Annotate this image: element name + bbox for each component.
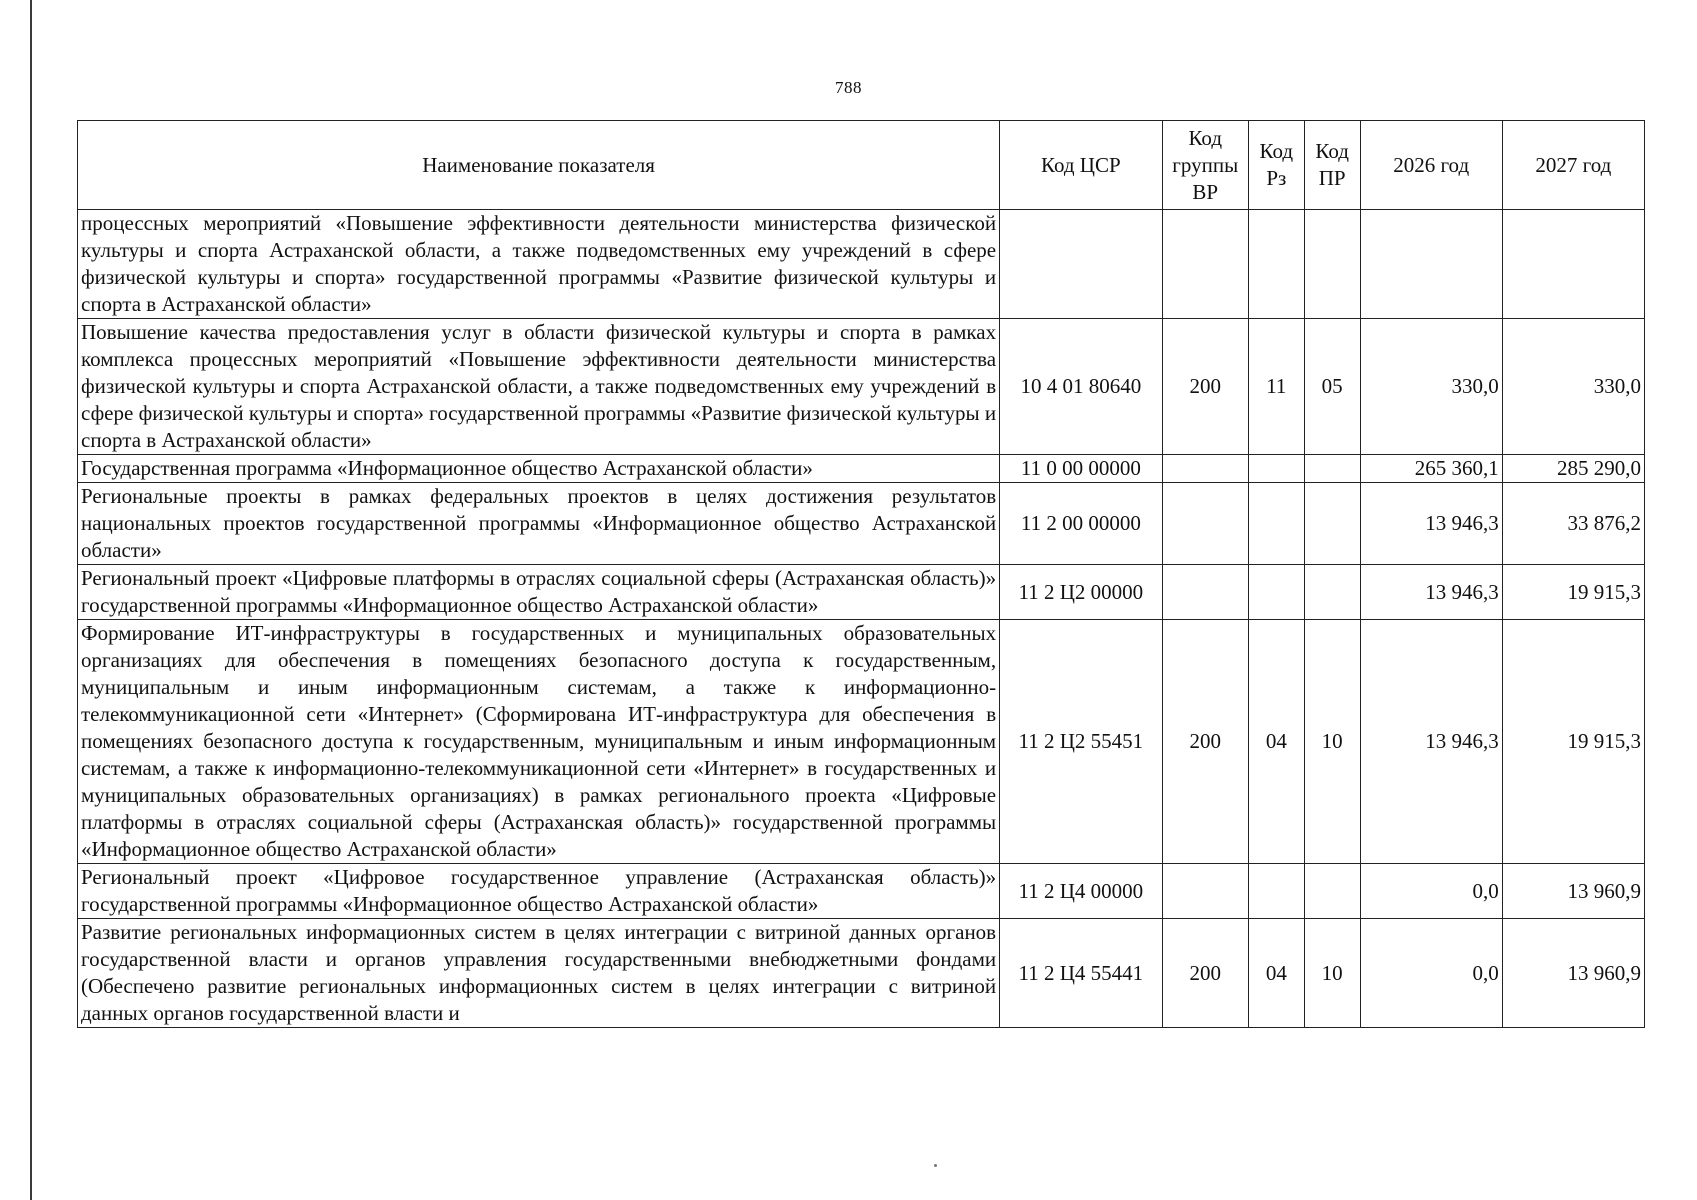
row-2026: 13 946,3 — [1360, 565, 1502, 620]
row-pr: 05 — [1304, 319, 1360, 455]
row-2026: 0,0 — [1360, 864, 1502, 919]
row-pr: 10 — [1304, 620, 1360, 864]
row-csr: 11 2 Ц4 55441 — [1000, 919, 1162, 1028]
scan-speck — [934, 1164, 937, 1167]
table-row — [78, 565, 1645, 620]
row-rz — [1248, 864, 1304, 919]
row-rz: 04 — [1248, 620, 1304, 864]
row-vr: 200 — [1162, 919, 1248, 1028]
row-pr — [1304, 483, 1360, 565]
row-rz — [1248, 483, 1304, 565]
row-csr: 11 2 Ц2 00000 — [1000, 565, 1162, 620]
table-row — [78, 919, 1645, 1028]
row-2026: 265 360,1 — [1360, 455, 1502, 483]
row-2027: 19 915,3 — [1502, 565, 1644, 620]
row-name: процессных мероприятий «Повышение эффективности деятельности министерства физической культуры и спорта Астраханской области, а также подведомственных ему учреждений в сфере физической культуры и спорта» государственной программы «Развитие физической культуры и спорта в Астраханской области» — [78, 210, 1000, 319]
header-rz: Код Рз — [1248, 121, 1304, 210]
row-rz: 04 — [1248, 919, 1304, 1028]
row-pr — [1304, 864, 1360, 919]
row-2027 — [1502, 210, 1644, 319]
table-body — [78, 210, 1645, 1028]
row-2027: 330,0 — [1502, 319, 1644, 455]
row-csr: 10 4 01 80640 — [1000, 319, 1162, 455]
table-row — [78, 319, 1645, 455]
row-name: Государственная программа «Информационное общество Астраханской области» — [78, 455, 1000, 483]
row-2026: 330,0 — [1360, 319, 1502, 455]
row-pr: 10 — [1304, 919, 1360, 1028]
row-rz — [1248, 210, 1304, 319]
row-vr — [1162, 565, 1248, 620]
row-vr: 200 — [1162, 319, 1248, 455]
row-pr — [1304, 565, 1360, 620]
row-csr — [1000, 210, 1162, 319]
header-csr: Код ЦСР — [1000, 121, 1162, 210]
row-2026: 13 946,3 — [1360, 620, 1502, 864]
budget-table — [77, 120, 1645, 1028]
row-2027: 13 960,9 — [1502, 919, 1644, 1028]
row-pr — [1304, 210, 1360, 319]
row-2026: 0,0 — [1360, 919, 1502, 1028]
row-name: Повышение качества предоставления услуг в области физической культуры и спорта в рамках комплекса процессных мероприятий «Повышение эффективности деятельности министерства физической культуры и спорта Астраханской области, а также подведомственных ему учреждений в сфере физической культуры и спорта» государственной программы «Развитие физической культуры и спорта в Астраханской области» — [78, 319, 1000, 455]
row-pr — [1304, 455, 1360, 483]
table-header — [78, 121, 1645, 210]
row-name: Региональный проект «Цифровые платформы в отраслях социальной сферы (Астраханская область)» государственной программы «Информационное общество Астраханской области» — [78, 565, 1000, 620]
table-row — [78, 455, 1645, 483]
row-csr: 11 2 00 00000 — [1000, 483, 1162, 565]
row-2026: 13 946,3 — [1360, 483, 1502, 565]
row-rz — [1248, 455, 1304, 483]
row-2026 — [1360, 210, 1502, 319]
row-vr — [1162, 210, 1248, 319]
header-pr: Код ПР — [1304, 121, 1360, 210]
left-margin-line — [30, 0, 32, 1200]
table-row — [78, 864, 1645, 919]
row-2027: 285 290,0 — [1502, 455, 1644, 483]
row-csr: 11 2 Ц2 55451 — [1000, 620, 1162, 864]
row-vr — [1162, 455, 1248, 483]
table-row — [78, 620, 1645, 864]
row-csr: 11 2 Ц4 00000 — [1000, 864, 1162, 919]
header-2026: 2026 год — [1360, 121, 1502, 210]
header-name: Наименование показателя — [78, 121, 1000, 210]
row-vr: 200 — [1162, 620, 1248, 864]
row-2027: 19 915,3 — [1502, 620, 1644, 864]
row-2027: 33 876,2 — [1502, 483, 1644, 565]
row-csr: 11 0 00 00000 — [1000, 455, 1162, 483]
row-name: Региональный проект «Цифровое государственное управление (Астраханская область)» государственной программы «Информационное общество Астраханской области» — [78, 864, 1000, 919]
row-vr — [1162, 483, 1248, 565]
row-2027: 13 960,9 — [1502, 864, 1644, 919]
row-name: Развитие региональных информационных систем в целях интеграции с витриной данных органов государственной власти и органов управления государственными внебюджетными фондами (Обеспечено развитие региональных информационных систем в целях интеграции с витриной данных органов государственной власти и — [78, 919, 1000, 1028]
row-name: Формирование ИТ-инфраструктуры в государственных и муниципальных образовательных организациях для обеспечения в помещениях безопасного доступа к государственным, муниципальным и иным информационным системам, а также к информационно-телекоммуникационной сети «Интернет» (Сформирована ИТ-инфраструктура для обеспечения в помещениях безопасного доступа к государственным, муниципальным и иным информационным системам, а также к информационно-телекоммуникационной сети «Интернет» в государственных и муниципальных образовательных организациях) в рамках регионального проекта «Цифровые платформы в отраслях социальной сферы (Астраханская область)» государственной программы «Информационное общество Астраханской области» — [78, 620, 1000, 864]
row-name: Региональные проекты в рамках федеральных проектов в целях достижения результатов национальных проектов государственной программы «Информационное общество Астраханской области» — [78, 483, 1000, 565]
row-vr — [1162, 864, 1248, 919]
table-row — [78, 210, 1645, 319]
header-vr: Код группы ВР — [1162, 121, 1248, 210]
row-rz: 11 — [1248, 319, 1304, 455]
header-2027: 2027 год — [1502, 121, 1644, 210]
page-number: 788 — [835, 78, 862, 97]
row-rz — [1248, 565, 1304, 620]
table-row — [78, 483, 1645, 565]
